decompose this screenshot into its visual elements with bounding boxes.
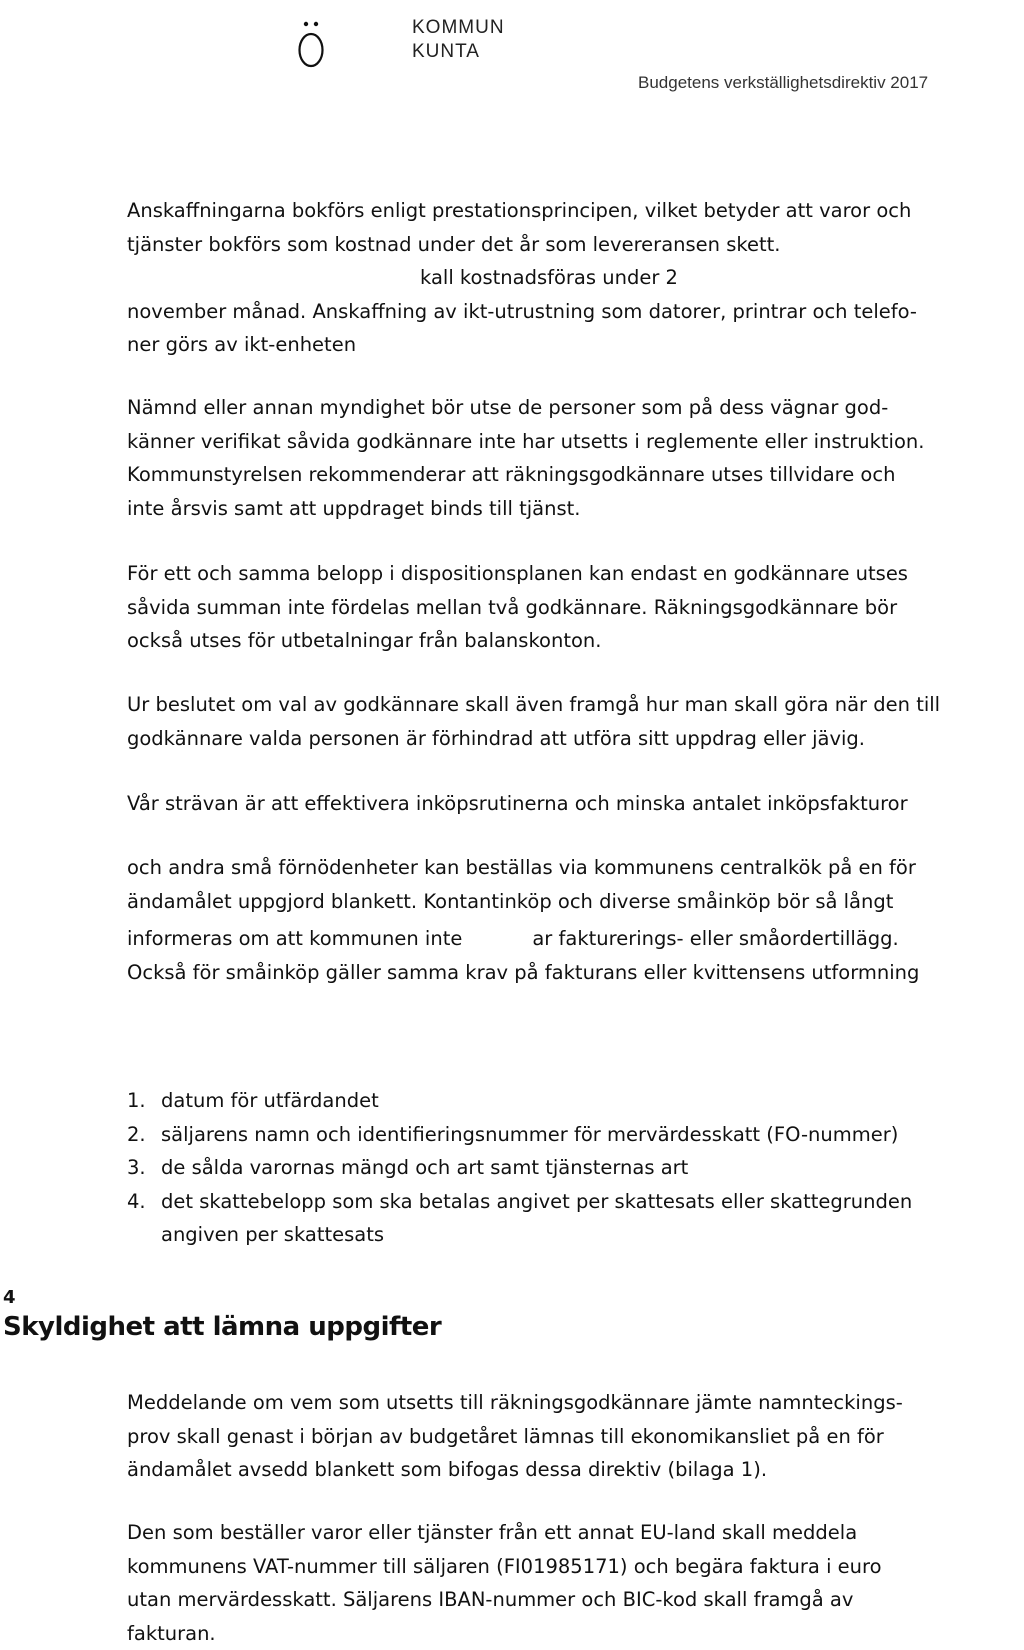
text-line: såvida summan inte fördelas mellan två godkännare. Räkningsgodkännare bör: [127, 591, 997, 625]
paragraph-surcharges: [127, 922, 997, 989]
text-line: november månad. Anskaffning av ikt-utrustning som datorer, printrar och telefo-: [127, 295, 997, 329]
list-item-text: de sålda varornas mängd och art samt tjänsternas art: [161, 1156, 688, 1179]
list-item: [127, 1118, 1017, 1152]
paragraph-substitute: [127, 688, 997, 755]
list-number: 2.: [127, 1118, 146, 1152]
text-line: prov skall genast i början av budgetåret lämnas till ekonomikansliet på en för: [127, 1420, 997, 1454]
list-item-text: datum för utfärdandet: [161, 1089, 379, 1112]
text-line: ner görs av ikt-enheten: [127, 328, 997, 362]
text-line: ändamålet avsedd blankett som bifogas dessa direktiv (bilaga 1).: [127, 1453, 997, 1487]
section-heading: Skyldighet att lämna uppgifter: [3, 1312, 441, 1342]
text-line: inte årsvis samt att uppdraget binds till tjänst.: [127, 492, 997, 526]
document-title: Budgetens verkställighetsdirektiv 2017: [638, 73, 928, 93]
paragraph-purchasing-goal: [127, 787, 997, 821]
text-line: Ur beslutet om val av godkännare skall även framgå hur man skall göra när den till: [127, 688, 997, 722]
municipality-logo-mark: [292, 20, 332, 70]
text-line: Nämnd eller annan myndighet bör utse de personer som på dess vägnar god-: [127, 391, 997, 425]
list-number: 3.: [127, 1151, 146, 1185]
text-line: För ett och samma belopp i dispositionsplanen kan endast en godkännare utses: [127, 557, 997, 591]
paragraph-eu-vat: [127, 1516, 997, 1650]
paragraph-single-approver: [127, 557, 997, 658]
paragraph-approver-notice: [127, 1386, 997, 1487]
logo-text: [412, 16, 505, 64]
logo-line-kommun: KOMMUN: [412, 16, 505, 40]
list-number: 4.: [127, 1185, 146, 1219]
text-line: också utses för utbetalningar från balanskonton.: [127, 624, 997, 658]
text-line: kommunens VAT-nummer till säljaren (FI01985171) och begära faktura i euro: [127, 1550, 997, 1584]
text-line: och andra små förnödenheter kan beställas via kommunens centralkök på en för: [127, 851, 997, 885]
list-item: [127, 1084, 1017, 1118]
text-line: Kommunstyrelsen rekommenderar att räkningsgodkännare utses tillvidare och: [127, 458, 997, 492]
text-line: tjänster bokförs som kostnad under det år som levereransen skett.: [127, 228, 997, 262]
text-fragment: informeras om att kommunen inte: [127, 927, 462, 950]
list-item: [127, 1151, 1017, 1185]
text-line: känner verifikat såvida godkännare inte har utsetts i reglemente eller instruktion.: [127, 425, 997, 459]
text-line: fakturan.: [127, 1617, 997, 1650]
list-item-text: det skattebelopp som ska betalas angivet per skattesats eller skattegrunden: [161, 1190, 912, 1213]
list-number: 1.: [127, 1084, 146, 1118]
text-line: [127, 922, 997, 956]
text-line: ändamålet uppgjord blankett. Kontantinköp och diverse småinköp bör så långt: [127, 885, 997, 919]
paragraph-small-purchases: [127, 851, 997, 918]
text-line: godkännare valda personen är förhindrad att utföra sitt uppdrag eller jävig.: [127, 722, 997, 756]
paragraph-approvers: [127, 391, 997, 525]
logo-line-kunta: KUNTA: [412, 40, 505, 64]
invoice-requirements-list: [127, 1084, 1017, 1252]
list-item-text: säljarens namn och identifieringsnummer för mervärdesskatt (FO-nummer): [161, 1123, 898, 1146]
text-line: Meddelande om vem som utsetts till räkningsgodkännare jämte namnteckings-: [127, 1386, 997, 1420]
text-line: Vår strävan är att effektivera inköpsrutinerna och minska antalet inköpsfakturor: [127, 787, 997, 821]
text-fragment: ar fakturerings- eller småordertillägg.: [532, 927, 898, 950]
section-number: 4: [3, 1287, 16, 1308]
list-item: [127, 1185, 1017, 1219]
text-line: kall kostnadsföras under 2: [127, 261, 997, 295]
text-line: Anskaffningarna bokförs enligt prestationsprincipen, vilket betyder att varor och: [127, 194, 997, 228]
text-line: utan mervärdesskatt. Säljarens IBAN-nummer och BIC-kod skall framgå av: [127, 1583, 997, 1617]
list-item-continuation: [127, 1218, 1017, 1252]
text-line: Den som beställer varor eller tjänster från ett annat EU-land skall meddela: [127, 1516, 997, 1550]
list-item-text: angiven per skattesats: [161, 1223, 384, 1246]
paragraph-accrual-principle: [127, 194, 997, 362]
text-line: Också för småinköp gäller samma krav på fakturans eller kvittensens utformning: [127, 956, 997, 990]
